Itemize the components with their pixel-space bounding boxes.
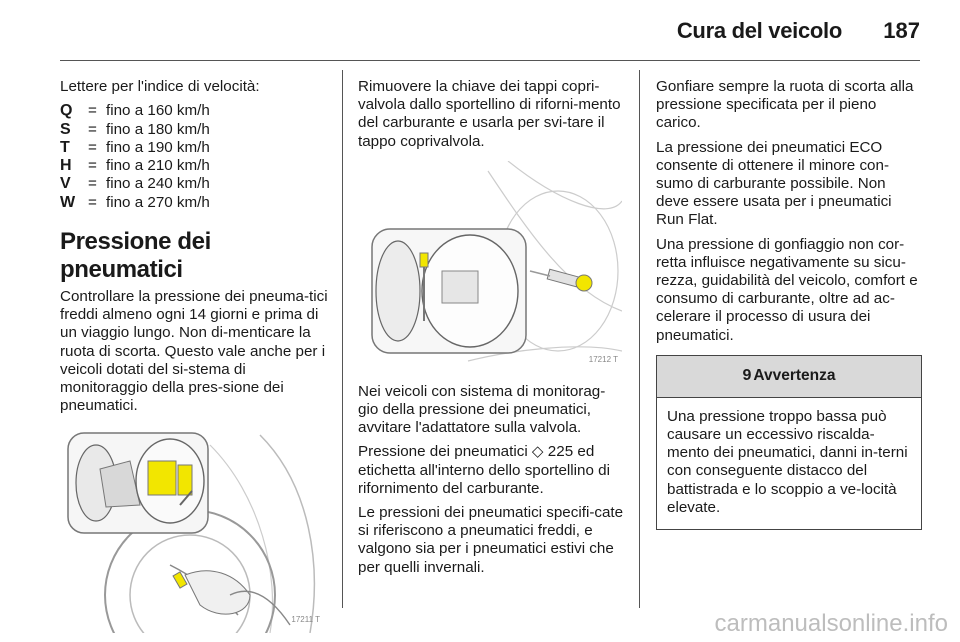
column-divider-2	[639, 70, 640, 608]
speed-letter: V	[60, 175, 71, 193]
speed-value: fino a 160 km/h	[106, 102, 210, 120]
illustration-fuel-door-key	[358, 161, 622, 373]
figure-code: 17211 T	[291, 615, 320, 625]
illustration-tire-valve	[60, 425, 324, 633]
speed-eq: =	[88, 120, 97, 138]
paragraph: Rimuovere la chiave dei tappi copri-valvola dallo sportellino di riforni-mento del carburante e usarla per svi-tare il tappo coprivalvola.	[358, 78, 621, 150]
speed-index-list	[60, 102, 330, 212]
speed-index-row	[60, 194, 330, 212]
paragraph: Gonfiare sempre la ruota di scorta alla pressione specificata per il pieno carico.	[656, 78, 914, 132]
column-3	[656, 78, 922, 530]
speed-index-intro: Lettere per l'indice di velocità:	[60, 78, 260, 95]
speed-index-row	[60, 139, 330, 157]
warning-text: Una pressione troppo bassa può causare un eccessivo riscalda-mento dei pneumatici, danni in-terni con conseguente distacco del battistrada e lo scoppio a ve-locità elevate.	[667, 407, 908, 516]
speed-eq: =	[88, 193, 97, 211]
warning-title: Avvertenza	[753, 367, 836, 385]
speed-letter: Q	[60, 102, 73, 120]
speed-letter: H	[60, 157, 72, 175]
column-2	[358, 78, 624, 583]
tire-valve-drawing	[60, 425, 324, 633]
speed-eq: =	[88, 175, 97, 193]
page-number: 187	[883, 18, 920, 43]
speed-value: fino a 210 km/h	[106, 157, 210, 175]
paragraph: Le pressioni dei pneumatici specifi-cate si riferiscono a pneumatici freddi, e valgono sia per i pneumatici estivi che per quelli invernali.	[358, 504, 624, 576]
header-divider	[60, 60, 920, 61]
speed-index-row	[60, 102, 330, 120]
speed-value: fino a 180 km/h	[106, 120, 210, 138]
paragraph: Nei veicoli con sistema di monitorag-gio della pressione dei pneumatici, avvitare l'adattatore sulla valvola.	[358, 382, 606, 437]
speed-value: fino a 190 km/h	[106, 138, 210, 156]
speed-index-row	[60, 121, 330, 139]
page-header	[0, 12, 960, 52]
paragraph: Pressione dei pneumatici ◇ 225 ed etichetta all'interno dello sportellino di rifornimento del carburante.	[358, 443, 610, 497]
page-title: Cura del veicolo	[676, 18, 842, 43]
speed-eq: =	[88, 102, 97, 120]
column-1	[60, 78, 330, 633]
speed-eq: =	[88, 138, 97, 156]
speed-eq: =	[88, 157, 97, 175]
speed-letter: T	[60, 138, 70, 156]
paragraph: Controllare la pressione dei pneuma-tici freddi almeno ogni 14 giorni e prima di un viaggio lungo. Non di-menticare la ruota di scorta. Questo vale anche per i veicoli dotati del si-stema di monitoraggio della pres-sione dei pneumatici.	[60, 287, 328, 415]
speed-letter: W	[60, 193, 76, 211]
paragraph: Una pressione di gonfiaggio non cor-retta influisce negativamente su sicu-rezza, guidabilità del veicolo, comfort e consumo di carburante, oltre ad ac-celerare il processo di usura dei pneumatici.	[656, 235, 918, 344]
warning-header	[657, 356, 921, 398]
figure-code: 17212 T	[588, 354, 618, 364]
speed-value: fino a 240 km/h	[106, 175, 210, 193]
watermark: carmanualsonline.info	[714, 610, 948, 637]
paragraph: La pressione dei pneumatici ECO consente di ottenere il minore con-sumo di carburante possibile. Non deve essere usata per i pneumatici Run Flat.	[656, 138, 892, 229]
section-title: Pressione dei pneumatici	[60, 227, 211, 283]
speed-index-row	[60, 175, 330, 193]
speed-letter: S	[60, 120, 71, 138]
speed-index-row	[60, 157, 330, 175]
warning-icon: 9	[742, 367, 752, 385]
speed-value: fino a 270 km/h	[106, 193, 210, 211]
column-divider-1	[342, 70, 343, 608]
fuel-door-drawing	[358, 161, 622, 373]
warning-box	[656, 355, 922, 530]
